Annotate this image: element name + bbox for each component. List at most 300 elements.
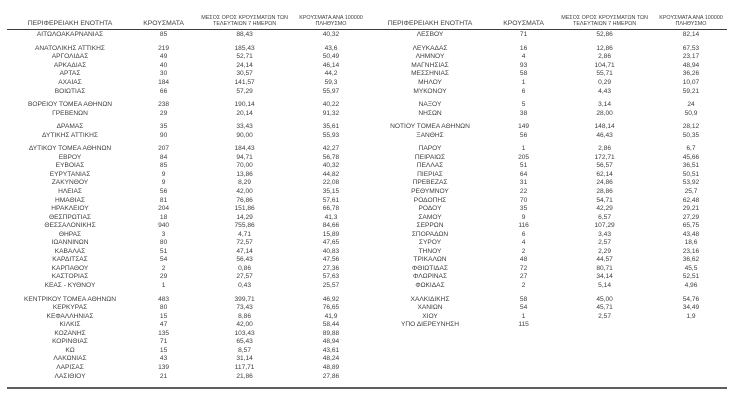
cell-per100k: 27,29 [682, 213, 700, 221]
table-group [7, 31, 367, 40]
cell-region: ΗΛΕΙΑΣ [58, 188, 82, 196]
cell-cases: 149 [518, 123, 530, 131]
cell-per100k: 18,6 [684, 239, 698, 247]
cell-region: ΞΑΝΘΗΣ [416, 131, 444, 139]
table-row [367, 222, 727, 231]
table-group [7, 123, 367, 140]
table-row [367, 188, 727, 197]
cell-per100k: 36,62 [682, 256, 700, 264]
cell-per100k: 25,57 [322, 282, 340, 290]
table-row [367, 109, 727, 118]
table-body-left [7, 30, 367, 381]
cell-cases: 18 [159, 213, 168, 221]
cell-avg7: 3,43 [598, 230, 611, 238]
cell-avg7: 2,57 [598, 239, 611, 247]
cell-per100k: 27,36 [322, 264, 340, 272]
cell-per100k: 34,49 [682, 304, 700, 312]
cell-region: ΑΧΑΪΑΣ [58, 79, 82, 86]
cell-region: ΦΘΙΩΤΙΔΑΣ [412, 264, 448, 272]
cell-region: ΔΡΑΜΑΣ [56, 123, 84, 131]
cell-cases: 66 [159, 87, 168, 95]
cell-avg7: 52,86 [596, 31, 613, 39]
cell-cases: 58 [519, 70, 528, 78]
cell-cases: 205 [518, 153, 530, 161]
table-row [7, 162, 367, 171]
table-row [7, 256, 367, 265]
cell-per100k: 25,7 [684, 188, 698, 196]
regional-cases-table [7, 8, 727, 389]
cell-region: ΛΑΣΙΘΙΟΥ [54, 372, 86, 380]
cell-per100k: 57,61 [322, 196, 340, 204]
cell-region: ΧΑΛΚΙΔΙΚΗΣ [410, 295, 450, 303]
cell-region: ΚΕΡΚΥΡΑΣ [52, 304, 88, 312]
cell-avg7: 88,43 [236, 31, 253, 39]
cell-avg7: 104,71 [594, 61, 615, 69]
cell-region: ΘΗΡΑΣ [58, 230, 82, 238]
cell-region: ΠΑΡΟΥ [418, 145, 442, 153]
cell-avg7: 107,29 [594, 222, 615, 230]
table-row [7, 109, 367, 118]
cell-cases: 90 [159, 131, 168, 139]
table-row [7, 79, 367, 88]
cell-cases: 64 [519, 170, 528, 178]
cell-avg7: 8,86 [238, 312, 251, 320]
table-row [7, 179, 367, 188]
table-row [7, 123, 367, 132]
cell-per100k: 59,21 [682, 87, 700, 95]
cell-cases: 139 [158, 363, 170, 371]
table-row [7, 282, 367, 291]
cell-per100k: 1,9 [686, 312, 696, 320]
cell-per100k: 55,97 [322, 87, 340, 95]
cell-avg7: 34,14 [596, 273, 613, 281]
cell-avg7: 31,14 [236, 355, 253, 363]
cell-per100k: 46,14 [322, 61, 340, 69]
cell-region: ΑΡΤΑΣ [59, 70, 81, 78]
cell-per100k: 43,61 [322, 346, 340, 354]
cell-avg7: 42,29 [596, 205, 613, 213]
cell-avg7: 28,86 [596, 188, 613, 196]
table-row [7, 330, 367, 339]
cell-per100k: 36,51 [682, 162, 700, 170]
table-body-right [367, 30, 727, 330]
cell-per100k: 23,17 [682, 53, 700, 61]
cell-avg7: 184,43 [234, 145, 255, 153]
cell-per100k: 45,5 [684, 264, 698, 272]
table-row [367, 304, 727, 313]
cell-avg7: 14,29 [236, 213, 253, 221]
cell-per100k: 22,08 [322, 179, 340, 187]
cell-region: ΝΗΣΩΝ [418, 109, 442, 117]
cell-cases: 204 [158, 205, 170, 213]
cell-region: ΠΕΙΡΑΙΩΣ [414, 153, 446, 161]
cell-region: ΜΑΓΝΗΣΙΑΣ [411, 61, 449, 69]
cell-avg7: 30,57 [236, 70, 253, 78]
table-row [367, 312, 727, 321]
cell-region: ΒΟΡΕΙΟΥ ΤΟΜΕΑ ΑΘΗΝΩΝ [27, 101, 113, 109]
cell-avg7: 65,43 [236, 338, 253, 346]
cell-cases: 3 [161, 230, 166, 238]
cell-region: ΚΑΣΤΟΡΙΑΣ [51, 273, 89, 281]
cell-region: ΛΗΜΝΟΥ [415, 53, 445, 61]
cell-cases: 48 [519, 256, 528, 264]
cell-per100k: 65,75 [682, 222, 700, 230]
table-row [7, 312, 367, 321]
cell-region: ΚΕΦΑΛΛΗΝΙΑΣ [46, 312, 94, 320]
cell-cases: 38 [519, 109, 528, 117]
cell-cases: 4 [521, 53, 526, 61]
cell-avg7: 0,29 [598, 79, 611, 86]
cell-region: ΠΡΕΒΕΖΑΣ [412, 179, 448, 187]
cell-region: ΔΥΤΙΚΗΣ ΑΤΤΙΚΗΣ [42, 131, 98, 139]
cell-per100k: 55,93 [322, 131, 340, 139]
cell-avg7: 76,86 [236, 196, 253, 204]
table-row [367, 45, 727, 54]
cell-cases: 1 [521, 145, 526, 153]
cell-region: ΤΡΙΚΑΛΩΝ [413, 256, 447, 264]
cell-avg7: 42,00 [236, 188, 253, 196]
cell-cases: 72 [519, 264, 528, 272]
cell-per100k: 48,94 [322, 338, 340, 346]
table-row [7, 171, 367, 180]
cell-avg7: 55,71 [596, 70, 613, 78]
cell-avg7: 45,00 [596, 295, 613, 303]
cell-cases: 21 [159, 372, 168, 380]
table-row [367, 248, 727, 257]
cell-per100k: 62,48 [682, 196, 700, 204]
cell-avg7: 172,71 [594, 153, 615, 161]
cell-avg7: 21,86 [236, 372, 253, 380]
cell-avg7: 57,29 [236, 87, 253, 95]
cell-region: ΘΕΣΠΡΩΤΙΑΣ [48, 213, 92, 221]
col-header-avg7 [194, 15, 295, 27]
cell-per100k: 23,16 [682, 247, 700, 255]
cell-avg7: 6,57 [598, 213, 611, 221]
table-row [367, 265, 727, 274]
table-row [367, 145, 727, 154]
cell-cases: 30 [159, 70, 168, 78]
cell-per100k: 36,26 [682, 70, 700, 78]
cell-region: ΙΩΑΝΝΙΝΩΝ [51, 239, 89, 247]
cell-per100k: 91,32 [322, 109, 340, 117]
cell-region: ΛΑΡΙΣΑΣ [56, 363, 84, 371]
cell-avg7: 4,71 [238, 230, 251, 238]
cell-region: ΠΕΛΛΑΣ [416, 162, 444, 170]
table-header-left [7, 8, 367, 30]
table-row [367, 79, 727, 88]
cell-region: ΓΡΕΒΕΝΩΝ [52, 109, 88, 117]
cell-avg7: 62,14 [596, 170, 613, 178]
table-group [7, 145, 367, 290]
cell-cases: 71 [519, 31, 528, 39]
cell-per100k: 76,65 [322, 304, 340, 312]
table-row [367, 230, 727, 239]
col-header-per100k-line1: ΚΡΟΥΣΜΑΤΑ ΑΝΑ 100000 [299, 15, 363, 21]
cell-avg7: 12,86 [596, 44, 613, 52]
cell-per100k: 84,66 [322, 222, 340, 230]
cell-per100k: 53,92 [682, 179, 700, 187]
cell-avg7: 2,29 [598, 247, 611, 255]
cell-per100k: 48,24 [322, 355, 340, 363]
cell-cases: 2 [521, 247, 526, 255]
cell-region: ΚΟΡΙΝΘΙΑΣ [52, 338, 88, 346]
cell-per100k: 40,83 [322, 247, 340, 255]
cell-per100k: 4,96 [684, 282, 698, 290]
cell-avg7: 2,86 [598, 145, 611, 153]
cell-region: ΚΙΛΚΙΣ [59, 321, 81, 329]
cell-per100k: 59,3 [324, 79, 338, 86]
table-row [7, 321, 367, 330]
col-header-cases: ΚΡΟΥΣΜΑΤΑ [503, 19, 544, 27]
cell-per100k: 40,22 [322, 101, 340, 109]
cell-cases: 31 [519, 179, 528, 187]
cell-avg7: 0,43 [238, 282, 251, 290]
table-row [7, 53, 367, 62]
cell-per100k: 56,78 [322, 153, 340, 161]
table-row [367, 162, 727, 171]
cell-region: ΣΑΜΟΥ [418, 213, 442, 221]
cell-per100k: 41,3 [324, 213, 338, 221]
cell-region: ΔΥΤΙΚΟΥ ΤΟΜΕΑ ΑΘΗΝΩΝ [28, 145, 112, 153]
cell-cases: 70 [519, 196, 528, 204]
col-header-per100k [655, 15, 727, 27]
cell-per100k: 47,56 [322, 256, 340, 264]
table-row [367, 62, 727, 71]
cell-region: ΜΥΚΟΝΟΥ [413, 87, 447, 95]
table-row [7, 188, 367, 197]
cell-cases: 80 [159, 304, 168, 312]
table-row [7, 338, 367, 347]
table-row [367, 53, 727, 62]
table-row [7, 304, 367, 313]
table-row [7, 45, 367, 54]
table-half-right [367, 8, 727, 381]
table-row [7, 222, 367, 231]
cell-cases: 15 [159, 346, 168, 354]
cell-avg7: 44,57 [596, 256, 613, 264]
cell-avg7: 42,00 [236, 321, 253, 329]
cell-avg7: 90,00 [236, 131, 253, 139]
cell-cases: 1 [161, 282, 166, 290]
table-row [367, 70, 727, 79]
table-row [7, 154, 367, 163]
cell-cases: 51 [159, 247, 168, 255]
table-row [367, 31, 727, 40]
cell-cases: 116 [518, 222, 529, 230]
cell-per100k: 40,32 [322, 31, 340, 39]
cell-avg7: 755,86 [234, 222, 255, 230]
cell-region: ΡΟΔΟΠΗΣ [413, 196, 447, 204]
cell-region: ΦΛΩΡΙΝΑΣ [412, 273, 448, 281]
cell-region: ΑΙΤΩΛΟΑΚΑΡΝΑΝΙΑΣ [36, 31, 104, 39]
col-header-avg7-line1: ΜΕΣΟΣ ΟΡΟΣ ΚΡΟΥΣΜΑΤΩΝ ΤΩΝ [201, 15, 288, 21]
table-row [367, 101, 727, 110]
table-group [367, 31, 727, 40]
cell-avg7: 185,43 [234, 44, 255, 52]
table-row [7, 62, 367, 71]
cell-cases: 483 [158, 295, 170, 303]
cell-avg7: 56,43 [236, 256, 253, 264]
cell-per100k: 50,49 [322, 53, 340, 61]
col-header-region: ΠΕΡΙΦΕΡΕΙΑΚΗ ΕΝΟΤΗΤΑ [27, 19, 113, 27]
cell-avg7: 33,43 [236, 123, 253, 131]
col-header-avg7 [554, 15, 655, 27]
cell-region: ΕΥΡΥΤΑΝΙΑΣ [49, 170, 91, 178]
cell-avg7: 4,43 [598, 87, 611, 95]
cell-avg7: 46,43 [596, 131, 613, 139]
cell-avg7: 2,57 [598, 312, 611, 320]
cell-cases: 15 [159, 312, 168, 320]
cell-region: ΝΟΤΙΟΥ ΤΟΜΕΑ ΑΘΗΝΩΝ [390, 123, 470, 131]
cell-region: ΑΝΑΤΟΛΙΚΗΣ ΑΤΤΙΚΗΣ [35, 44, 105, 52]
cell-cases: 43 [159, 355, 168, 363]
table-row [367, 213, 727, 222]
cell-region: ΜΗΛΟΥ [418, 79, 442, 86]
col-header-per100k [295, 15, 367, 27]
cell-region: ΥΠΟ ΔΙΕΡΕΥΝΗΣΗ [401, 321, 459, 329]
table-group [7, 295, 367, 380]
table-row [367, 321, 727, 330]
cell-cases: 135 [158, 329, 170, 337]
table-row [7, 101, 367, 110]
cell-per100k: 29,21 [682, 205, 700, 213]
cell-per100k: 82,14 [682, 31, 700, 39]
cell-per100k: 6,7 [686, 145, 696, 153]
cell-region: ΚΕΑΣ - ΚΥΘΝΟΥ [44, 282, 96, 290]
table-row [7, 213, 367, 222]
cell-avg7: 27,57 [236, 273, 253, 281]
cell-region: ΧΙΟΥ [422, 312, 438, 320]
cell-region: ΝΑΞΟΥ [418, 101, 442, 109]
cell-region: ΕΒΡΟΥ [58, 153, 82, 161]
table-row [7, 31, 367, 40]
cell-avg7: 47,14 [236, 247, 253, 255]
table-row [7, 248, 367, 257]
cell-cases: 16 [519, 44, 528, 52]
table-row [7, 87, 367, 96]
cell-per100k: 46,92 [322, 295, 340, 303]
cell-per100k: 52,51 [682, 273, 700, 281]
table-row [367, 282, 727, 291]
cell-cases: 2 [161, 264, 166, 272]
cell-region: ΡΕΘΥΜΝΟΥ [411, 188, 449, 196]
table-row [367, 256, 727, 265]
cell-region: ΖΑΚΥΝΘΟΥ [51, 179, 89, 187]
cell-cases: 6 [521, 230, 526, 238]
table-row [367, 123, 727, 132]
cell-region: ΗΜΑΘΙΑΣ [55, 196, 85, 204]
table-row [367, 179, 727, 188]
col-header-per100k-line2: ΠΛΗΘΥΣΜΟ [675, 21, 707, 27]
cell-cases: 5 [521, 101, 526, 109]
cell-avg7: 73,43 [236, 304, 253, 312]
cell-per100k: 43,48 [682, 230, 700, 238]
cell-avg7: 54,71 [596, 196, 613, 204]
cell-per100k: 44,82 [322, 170, 340, 178]
table-row [7, 196, 367, 205]
cell-cases: 940 [158, 222, 170, 230]
cell-cases: 85 [159, 31, 168, 39]
cell-avg7: 190,14 [234, 101, 255, 109]
cell-cases: 49 [159, 53, 168, 61]
cell-avg7: 0,86 [238, 264, 251, 272]
cell-per100k: 66,78 [322, 205, 340, 213]
col-header-cases: ΚΡΟΥΣΜΑΤΑ [143, 19, 184, 27]
cell-avg7: 5,14 [598, 282, 611, 290]
cell-avg7: 28,00 [596, 109, 613, 117]
cell-region: ΑΡΚΑΔΙΑΣ [53, 61, 87, 69]
cell-cases: 35 [159, 123, 168, 131]
cell-cases: 115 [518, 321, 529, 329]
col-header-per100k-line1: ΚΡΟΥΣΜΑΤΑ ΑΝΑ 100000 [659, 15, 723, 21]
cell-cases: 238 [158, 101, 170, 109]
cell-region: ΠΙΕΡΙΑΣ [417, 170, 443, 178]
cell-per100k: 50,35 [682, 131, 700, 139]
table-group [367, 123, 727, 140]
cell-cases: 35 [519, 205, 528, 213]
cell-region: ΚΩ [65, 346, 75, 354]
table-row [7, 265, 367, 274]
cell-avg7: 8,57 [238, 346, 251, 354]
cell-per100k: 28,12 [682, 123, 700, 131]
table-row [7, 205, 367, 214]
cell-cases: 47 [159, 321, 168, 329]
cell-cases: 184 [158, 79, 170, 86]
cell-cases: 219 [158, 44, 170, 52]
cell-region: ΡΟΔΟΥ [418, 205, 442, 213]
cell-per100k: 35,61 [322, 123, 340, 131]
cell-avg7: 56,57 [596, 162, 613, 170]
table-row [367, 295, 727, 304]
table-row [367, 239, 727, 248]
table-half-left [7, 8, 367, 381]
cell-region: ΚΑΒΑΛΑΣ [54, 247, 86, 255]
cell-cases: 9 [161, 170, 166, 178]
cell-per100k: 42,27 [322, 145, 340, 153]
cell-cases: 58 [519, 295, 528, 303]
cell-region: ΒΟΙΩΤΙΑΣ [54, 87, 86, 95]
table-row [367, 131, 727, 140]
cell-region: ΑΡΓΟΛΙΔΑΣ [51, 53, 89, 61]
cell-per100k: 43,6 [324, 44, 338, 52]
cell-cases: 54 [519, 304, 528, 312]
table-row [7, 239, 367, 248]
cell-per100k: 48,94 [682, 61, 700, 69]
cell-per100k: 15,89 [322, 230, 340, 238]
cell-cases: 29 [159, 273, 168, 281]
cell-cases: 29 [159, 109, 168, 117]
table-row [7, 364, 367, 373]
cell-region: ΦΩΚΙΔΑΣ [415, 282, 445, 290]
cell-cases: 2 [521, 282, 526, 290]
cell-avg7: 70,00 [236, 162, 253, 170]
cell-per100k: 47,65 [322, 239, 340, 247]
table-group [367, 101, 727, 118]
cell-cases: 4 [521, 239, 526, 247]
cell-per100k: 50,9 [684, 109, 698, 117]
cell-avg7: 20,14 [236, 109, 253, 117]
table-row [367, 87, 727, 96]
cell-region: ΧΑΝΙΩΝ [417, 304, 443, 312]
cell-avg7: 148,14 [594, 123, 615, 131]
table-row [7, 372, 367, 381]
cell-region: ΗΡΑΚΛΕΙΟΥ [51, 205, 89, 213]
cell-cases: 1 [521, 312, 526, 320]
cell-cases: 40 [159, 61, 168, 69]
cell-cases: 56 [159, 188, 168, 196]
cell-cases: 207 [158, 145, 170, 153]
cell-cases: 56 [519, 131, 528, 139]
